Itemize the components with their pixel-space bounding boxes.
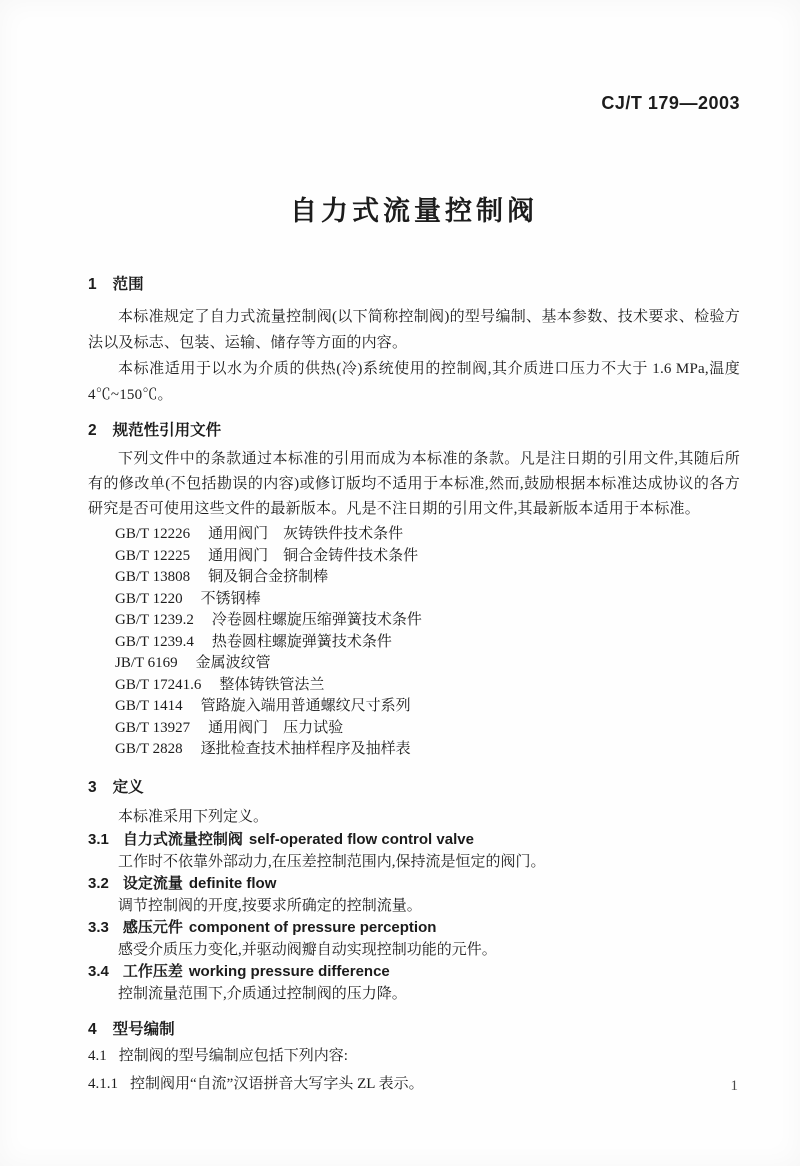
clause-item: [88, 1044, 740, 1069]
reference-code: GB/T 2828: [115, 741, 183, 757]
definition-number: 3.1: [88, 830, 109, 848]
reference-code: GB/T 1414: [115, 698, 183, 714]
definition-term-en: definite flow: [188, 874, 277, 892]
reference-title: 金属波纹管: [195, 655, 271, 671]
paragraph: 下列文件中的条款通过本标准的引用而成为本标准的条款。凡是注日期的引用文件,其随后所有的修改单(不包括勘误的内容)或修订版均不适用于本标准,然而,鼓励根据本标准达成协议的各方研究是否可使用这些文件的最新版本。凡是不注日期的引用文件,其最新版本适用于本标准。: [88, 451, 740, 517]
reference-item: [115, 610, 740, 632]
reference-list: [88, 524, 740, 761]
reference-item: [115, 696, 740, 718]
standard-code: CJ/T 179—2003: [601, 93, 740, 113]
reference-code: GB/T 13927: [115, 719, 191, 736]
reference-item: [115, 546, 740, 568]
reference-title: 整体铸铁管法兰: [219, 676, 325, 693]
paragraph: 本标准适用于以水为介质的供热(冷)系统使用的控制阀,其介质进口压力不大于 1.6 MPa,温度4℃~150℃。: [88, 361, 740, 403]
definitions-intro: 本标准采用下列定义。: [118, 808, 269, 825]
section-number: 4: [88, 1020, 97, 1038]
section-number: 3: [88, 778, 97, 796]
section-heading: [88, 420, 740, 442]
reference-code: GB/T 12225: [115, 547, 191, 564]
section-number: 2: [88, 422, 97, 439]
definition-term-zh: 感压元件: [122, 918, 183, 936]
reference-item: [115, 589, 740, 611]
definition-number: 3.4: [88, 962, 109, 980]
definition-heading: [88, 873, 740, 895]
definition-entry: [88, 917, 740, 961]
reference-title: 冷卷圆柱螺旋压缩弹簧技术条件: [211, 612, 422, 628]
section-heading: [88, 1019, 740, 1041]
reference-item: [115, 567, 740, 589]
clause-number: 4.1.1: [88, 1075, 118, 1092]
document-title: 自力式流量控制阀: [290, 196, 538, 226]
reference-title: 逐批检查技术抽样程序及抽样表: [200, 741, 411, 757]
definition-body: 感受介质压力变化,并驱动阀瓣自动实现控制功能的元件。: [118, 941, 497, 958]
clause-text: 控制阀的型号编制应包括下列内容:: [118, 1047, 348, 1064]
section-title: 范围: [112, 276, 144, 293]
definition-body: 工作时不依靠外部动力,在压差控制范围内,保持流是恒定的阀门。: [118, 853, 546, 870]
reference-title: 铜及铜合金挤制棒: [208, 569, 329, 585]
definition-number: 3.3: [88, 918, 109, 936]
definition-term-en: self-operated flow control valve: [248, 830, 474, 848]
section-title: 型号编制: [112, 1020, 175, 1038]
page-number: 1: [730, 1078, 738, 1094]
reference-code: GB/T 1220: [115, 590, 183, 607]
reference-code: GB/T 1239.4: [115, 633, 194, 650]
definition-heading: [88, 829, 740, 851]
definition-heading: [88, 961, 740, 983]
reference-item: [115, 739, 740, 761]
reference-title: 热卷圆柱螺旋弹簧技术条件: [211, 633, 392, 650]
paragraph: 本标准规定了自力式流量控制阀(以下简称控制阀)的型号编制、基本参数、技术要求、检验方法以及标志、包装、运输、储存等方面的内容。: [88, 309, 740, 351]
definition-body: 调节控制阀的开度,按要求所确定的控制流量。: [118, 897, 422, 914]
definition-body: 控制流量范围下,介质通过控制阀的压力降。: [118, 985, 407, 1002]
clause-number: 4.1: [88, 1047, 107, 1064]
section-title: 规范性引用文件: [112, 422, 222, 439]
reference-item: [115, 632, 740, 654]
definition-term-zh: 工作压差: [122, 962, 183, 980]
section-normative-references: [88, 420, 740, 761]
reference-title: 不锈钢棒: [200, 590, 261, 607]
section-scope: [88, 274, 740, 408]
definition-term-en: working pressure difference: [188, 962, 390, 980]
reference-item: [115, 718, 740, 740]
section-number: 1: [88, 276, 97, 293]
reference-item: [115, 653, 740, 675]
reference-title: 通用阀门 灰铸铁件技术条件: [208, 526, 404, 542]
reference-item: [115, 524, 740, 546]
section-heading: [88, 274, 740, 296]
reference-code: JB/T 6169: [115, 655, 178, 671]
clause-item: [88, 1072, 740, 1097]
section-title: 定义: [112, 778, 144, 796]
reference-title: 通用阀门 压力试验: [208, 719, 344, 736]
reference-title: 管路旋入端用普通螺纹尺寸系列: [200, 698, 411, 714]
definition-term-en: component of pressure perception: [188, 918, 437, 936]
definition-term-zh: 自力式流量控制阀: [122, 830, 243, 848]
reference-code: GB/T 13808: [115, 569, 191, 585]
section-model-designation: [88, 1019, 740, 1097]
definition-term-zh: 设定流量: [122, 874, 183, 892]
section-heading: [88, 777, 740, 799]
reference-code: GB/T 1239.2: [115, 612, 194, 628]
definition-entry: [88, 961, 740, 1005]
reference-item: [115, 675, 740, 697]
clause-text: 控制阀用“自流”汉语拼音大写字头 ZL 表示。: [130, 1075, 424, 1092]
reference-code: GB/T 12226: [115, 526, 191, 542]
definition-entry: [88, 829, 740, 873]
definition-number: 3.2: [88, 874, 109, 892]
definition-heading: [88, 917, 740, 939]
definition-entry: [88, 873, 740, 917]
reference-title: 通用阀门 铜合金铸件技术条件: [208, 547, 419, 564]
reference-code: GB/T 17241.6: [115, 676, 202, 693]
section-definitions: [88, 777, 740, 1005]
